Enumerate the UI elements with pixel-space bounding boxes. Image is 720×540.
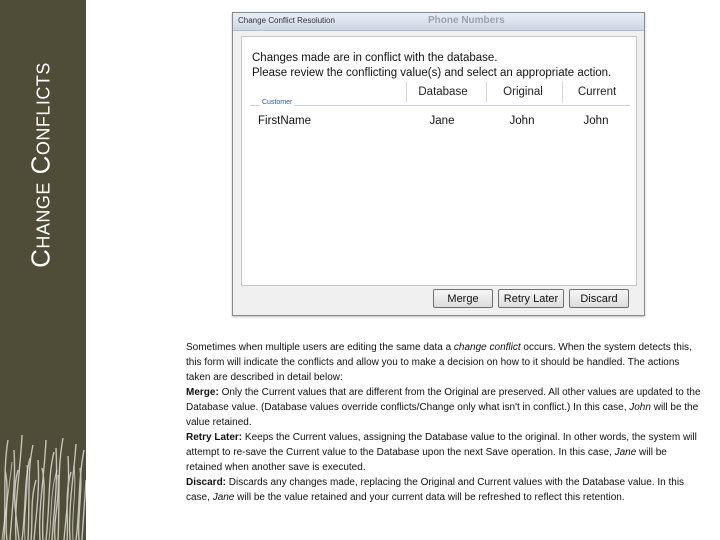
current-value[interactable]: John	[583, 115, 609, 127]
discard-emphasis: Jane	[212, 492, 235, 503]
discard-label: Discard:	[186, 477, 227, 488]
retry-later-button[interactable]: Retry Later	[498, 289, 564, 308]
merge-emphasis: John	[629, 402, 651, 413]
column-header-original[interactable]: Original	[486, 81, 559, 103]
merge-label: Merge:	[186, 387, 219, 398]
description-intro	[186, 340, 702, 385]
conflict-message-line2: Please review the conflicting value(s) and select an appropriate action.	[252, 67, 612, 79]
retry-emphasis: Jane	[614, 447, 637, 458]
merge-text-1: Only the Current values that are different from the Original are preserved. All other values are updated to the Database value. (Database values override conflicts/Change only what isn't in conflict.) In this case,	[186, 387, 701, 413]
conflict-row[interactable]	[250, 111, 630, 131]
description-discard	[186, 475, 702, 505]
merge-button[interactable]: Merge	[433, 289, 493, 308]
database-value[interactable]: Jane	[429, 115, 455, 127]
original-value[interactable]: John	[509, 115, 535, 127]
discard-text-2: will be the value retained and your current data will be refreshed to reflect this retention.	[234, 492, 625, 503]
dialog-title: Change Conflict Resolution	[238, 16, 335, 25]
description	[186, 340, 702, 505]
side-band	[0, 0, 86, 540]
group-label-customer: Customer	[262, 99, 293, 106]
background-window-title: Phone Numbers	[428, 15, 505, 26]
column-header-database[interactable]: Database	[406, 81, 479, 103]
slide-title	[6, 0, 76, 330]
intro-text-2: occurs. When the system detects this, this form will indicate the conflicts and allow you to make a decision on how to it should be handled. The actions taken are described in detail below:	[186, 342, 692, 383]
grid-header	[250, 81, 630, 103]
description-retry	[186, 430, 702, 475]
intro-emphasis: change conflict	[453, 342, 521, 353]
conflict-panel	[241, 36, 637, 286]
retry-text-2: will be retained when another save is executed.	[186, 447, 667, 473]
discard-button[interactable]: Discard	[569, 289, 629, 308]
grass-decoration	[0, 340, 86, 540]
intro-text-1: Sometimes when multiple users are editing the same data a	[186, 342, 454, 353]
column-header-current[interactable]: Current	[562, 81, 631, 103]
discard-text-1: Discards any changes made, replacing the Original and Current values with the Database value. In this case,	[186, 477, 685, 503]
group-divider	[250, 105, 630, 106]
slide-title-text: Change Conflicts	[25, 62, 56, 268]
conflict-message	[252, 51, 611, 81]
field-name: FirstName	[258, 115, 312, 127]
retry-label: Retry Later:	[186, 432, 243, 443]
description-merge	[186, 385, 702, 430]
conflict-dialog	[232, 12, 645, 316]
dialog-titlebar[interactable]	[233, 13, 644, 31]
conflict-message-line1: Changes made are in conflict with the database.	[252, 52, 498, 64]
merge-text-2: will be the value retained.	[186, 402, 699, 428]
retry-text-1: Keeps the Current values, assigning the Database value to the original. In other words, the system will attempt to re-save the Current value to the Database upon the next Save operation. In this case,	[186, 432, 697, 458]
